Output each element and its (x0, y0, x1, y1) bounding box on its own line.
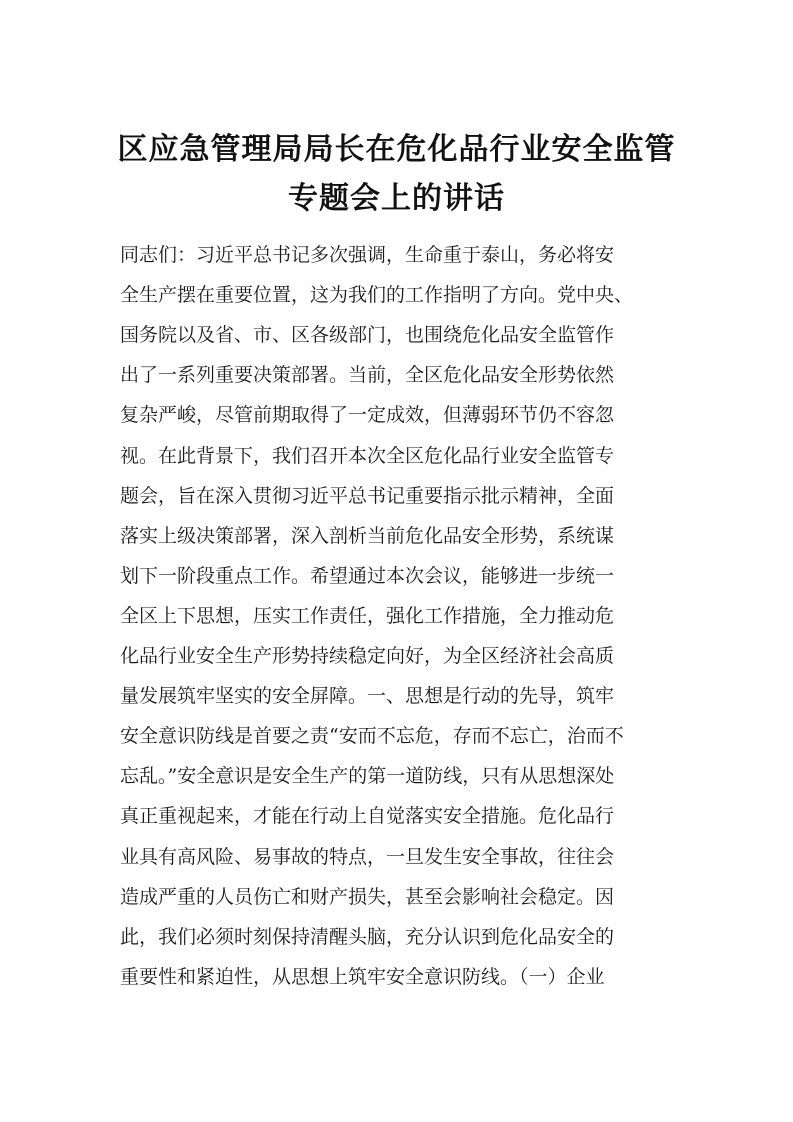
body-line: 安全意识防线是首要之责“安而不忘危，存而不忘亡，治而不 (120, 725, 624, 748)
body-line: 造成严重的人员伤亡和财产损失，甚至会影响社会稳定。因 (120, 885, 615, 908)
body-line: 化品行业安全生产形势持续稳定向好，为全区经济社会高质 (120, 645, 615, 667)
body-line: 全生产摆在重要位置，这为我们的工作指明了方向。党中央、 (120, 284, 634, 307)
body-line: 同志们：习近平总书记多次强调，生命重于泰山，务必将安 (120, 244, 615, 266)
body-line: 业具有高风险、易事故的特点，一旦发生安全事故，往往会 (120, 845, 615, 868)
body-line: 落实上级决策部署，深入剖析当前危化品安全形势，系统谋 (120, 524, 615, 547)
body-line: 国务院以及省、市、区各级部门，也围绕危化品安全监管作 (120, 324, 615, 347)
body-line: 重要性和紧迫性，从思想上筑牢安全意识防线。（一）企业 (120, 965, 605, 988)
body-line: 忘乱。”安全意识是安全生产的第一道防线，只有从思想深处 (120, 765, 615, 788)
body-line: 此，我们必须时刻保持清醒头脑，充分认识到危化品安全的 (120, 925, 615, 948)
body-line: 量发展筑牢坚实的安全屏障。一、思想是行动的先导，筑牢 (120, 685, 615, 708)
body-line: 题会，旨在深入贯彻习近平总书记重要指示批示精神，全面 (120, 484, 615, 507)
body-line: 视。在此背景下，我们召开本次全区危化品行业安全监管专 (120, 444, 615, 467)
body-line: 出了一系列重要决策部署。当前，全区危化品安全形势依然 (120, 364, 615, 387)
body-line: 真正重视起来，才能在行动上自觉落实安全措施。危化品行 (120, 805, 615, 828)
body-line: 划下一阶段重点工作。希望通过本次会议，能够进一步统一 (120, 564, 615, 587)
body-line: 全区上下思想，压实工作责任，强化工作措施，全力推动危 (120, 604, 615, 627)
document-title-line-1: 区应急管理局局长在危化品行业安全监管 (117, 132, 676, 167)
document-title-line-2: 专题会上的讲话 (288, 181, 505, 216)
body-line: 复杂严峻，尽管前期取得了一定成效，但薄弱环节仍不容忽 (120, 404, 615, 427)
